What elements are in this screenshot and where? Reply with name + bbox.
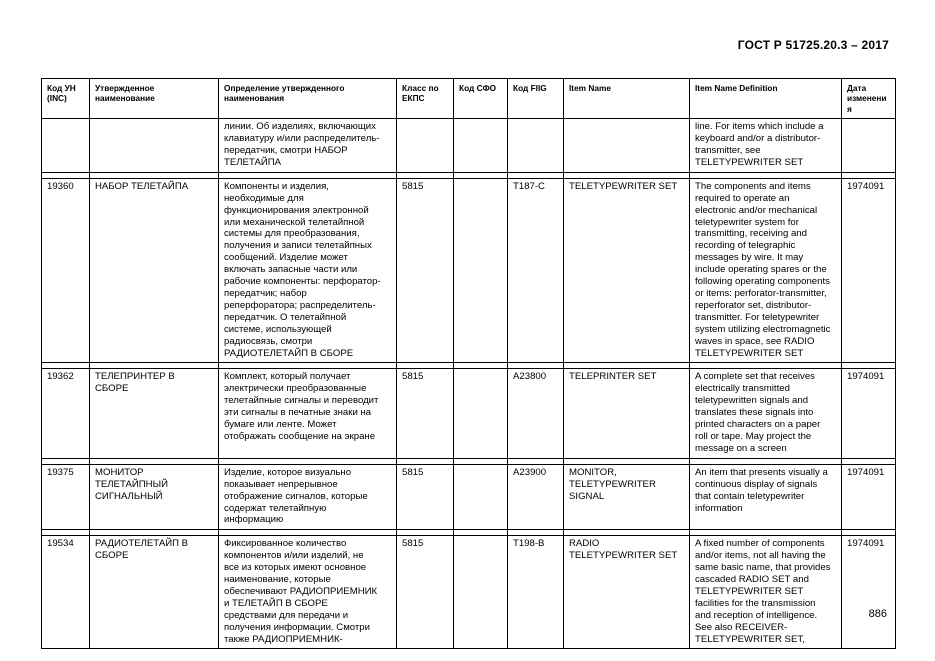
cell-item-name: TELEPRINTER SET: [564, 369, 690, 458]
cell-inc: 19360: [42, 178, 90, 363]
cell-sfo-code: [454, 369, 508, 458]
cell-inc: 19362: [42, 369, 90, 458]
cell-definition: линии. Об изделиях, включающих клавиатуру и/или распределитель- передатчик, смотри НАБОР ТЕЛЕТАЙПА: [219, 119, 397, 173]
cell-sfo-code: [454, 178, 508, 363]
cell-approved-name: НАБОР ТЕЛЕТАЙПА: [90, 178, 219, 363]
cell-change-date: [842, 119, 896, 173]
cell-sfo-code: [454, 536, 508, 649]
column-header-item-name: Item Name: [564, 79, 690, 119]
cell-fiig-code: A23800: [508, 369, 564, 458]
column-header-ekps-class: Класс по ЕКПС: [397, 79, 454, 119]
cell-fiig-code: T187-C: [508, 178, 564, 363]
column-header-approved-name: Утвержденное наименование: [90, 79, 219, 119]
document-code: ГОСТ Р 51725.20.3 – 2017: [737, 38, 889, 52]
cell-approved-name: ТЕЛЕПРИНТЕР В СБОРЕ: [90, 369, 219, 458]
cell-ekps-class: 5815: [397, 369, 454, 458]
cell-definition: Изделие, которое визуально показывает непрерывное отображение сигналов, которые содержат телетайпную информацию: [219, 464, 397, 530]
cell-change-date: 1974091: [842, 369, 896, 458]
cell-fiig-code: T198-B: [508, 536, 564, 649]
column-header-sfo-code: Код СФО: [454, 79, 508, 119]
cell-inc: 19375: [42, 464, 90, 530]
table-row: [42, 178, 896, 363]
column-header-inc: Код УН (INC): [42, 79, 90, 119]
cell-change-date: 1974091: [842, 536, 896, 649]
table-row: [42, 536, 896, 649]
cell-item-name: MONITOR, TELETYPEWRITER SIGNAL: [564, 464, 690, 530]
cell-item-name-definition: line. For items which include a keyboard and/or a distributor- transmitter, see TELETYPEWRITER SET: [690, 119, 842, 173]
column-header-item-name-definition: Item Name Definition: [690, 79, 842, 119]
cell-definition: Компоненты и изделия, необходимые для функционирования электронной или механической телетайпной системы для преобразования, получения и записи телетайпных сообщений. Изделие может включать запасные части или рабочие компоненты: перфоратор- передатчик; набор реперфоратора; распределитель- передатчик. О телетайпной системе, использующей радиосвязь, смотри РАДИОТЕЛЕТАЙП В СБОРЕ: [219, 178, 397, 363]
cell-item-name-definition: The components and items required to operate an electronic and/or mechanical teletypewriter system for transmitting, receiving and recording of telegraphic messages by wire. It may include operating spares or the following operating components or items: perforator-transmitter, reperforator set, distributor- transmitter. For teletypewriter system utilizing electromagnetic waves in space, see RADIO TELETYPEWRITER SET: [690, 178, 842, 363]
cell-ekps-class: [397, 119, 454, 173]
cell-item-name: TELETYPEWRITER SET: [564, 178, 690, 363]
cell-approved-name: МОНИТОР ТЕЛЕТАЙПНЫЙ СИГНАЛЬНЫЙ: [90, 464, 219, 530]
cell-change-date: 1974091: [842, 464, 896, 530]
table-row: [42, 464, 896, 530]
cell-change-date: 1974091: [842, 178, 896, 363]
cell-item-name-definition: A fixed number of components and/or items, not all having the same basic name, that provides cascaded RADIO SET and TELETYPEWRITER SET facilities for the transmission and reception of intelligence. See also RECEIVER- TELETYPEWRITER SET,: [690, 536, 842, 649]
cell-approved-name: РАДИОТЕЛЕТАЙП В СБОРЕ: [90, 536, 219, 649]
cell-ekps-class: 5815: [397, 464, 454, 530]
column-header-fiig-code: Код FIIG: [508, 79, 564, 119]
cell-definition: Фиксированное количество компонентов и/или изделий, не все из которых имеют основное наименование, которые обеспечивают РАДИОПРИЕМНИК и ТЕЛЕТАЙП В СБОРЕ средствами для передачи и получения информации. Смотри также РАДИОПРИЕМНИК-: [219, 536, 397, 649]
cell-fiig-code: [508, 119, 564, 173]
cell-ekps-class: 5815: [397, 536, 454, 649]
cell-ekps-class: 5815: [397, 178, 454, 363]
cell-definition: Комплект, который получает электрически преобразованные телетайпные сигналы и переводит эти сигналы в печатные знаки на бумаге или ленте. Может отображать сообщение на экране: [219, 369, 397, 458]
page-number: 886: [868, 608, 887, 620]
item-names-table: [41, 78, 896, 649]
column-header-definition: Определение утвержденного наименования: [219, 79, 397, 119]
table-row: [42, 369, 896, 458]
cell-fiig-code: A23900: [508, 464, 564, 530]
cell-item-name-definition: A complete set that receives electrically transmitted teletypewritten signals and translates these signals into printed characters on a paper roll or tape. May project the message on a screen: [690, 369, 842, 458]
cell-item-name: RADIO TELETYPEWRITER SET: [564, 536, 690, 649]
cell-item-name-definition: An item that presents visually a continuous display of signals that contain teletypewriter information: [690, 464, 842, 530]
cell-inc: [42, 119, 90, 173]
column-header-change-date: Дата изменения: [842, 79, 896, 119]
cell-approved-name: [90, 119, 219, 173]
table-row: [42, 119, 896, 173]
cell-item-name: [564, 119, 690, 173]
table-header-row: [42, 79, 896, 119]
cell-sfo-code: [454, 464, 508, 530]
cell-inc: 19534: [42, 536, 90, 649]
cell-sfo-code: [454, 119, 508, 173]
